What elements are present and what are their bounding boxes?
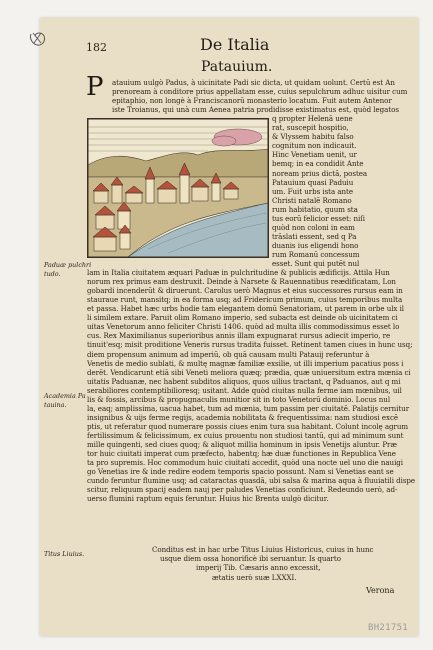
margin-note: Academia Pa bbox=[44, 392, 86, 400]
text-line: stauraue runt, mansitq; in ea forma usq; ad Fridericum primum, cuius temporibus multa bbox=[87, 295, 403, 305]
text-line: ta pro supremis. Hoc commodum huic ciuitati accedit, quòd una nocte uel uno die nauigi bbox=[87, 458, 404, 468]
text-line: et passa. Habet hæc urbs hodie tam elegantem domū Senatoriam, ut parem in orbe ulx il bbox=[87, 304, 405, 314]
margin-note: tudo. bbox=[44, 270, 61, 278]
page-number: 182 bbox=[86, 41, 107, 54]
text-line: cus. Rex Maximilianus superioribus annis illam expugnarat rursus adiecit imperio, re bbox=[87, 331, 391, 341]
text-line: rum habitatio, quum sta bbox=[272, 204, 358, 214]
city-view-woodcut bbox=[87, 118, 269, 258]
epitaph-line: ætatis uerò suæ LXXXI. bbox=[212, 572, 297, 582]
text-line: lam in Italia ciuitatem æquari Paduæ in pulchritudine & publicis ædificijs. Attila Hun bbox=[87, 268, 390, 278]
catchword: Verona bbox=[366, 586, 395, 595]
text-line: rum Romanū concessum bbox=[272, 249, 360, 259]
running-title: De Italia bbox=[200, 35, 270, 54]
text-line: uerso flumini raptum equis feruntur. Huius hic Brenta uulgò dicitur. bbox=[87, 494, 329, 504]
text-line: lis & fossis, arcibus & propugnaculis munitior sit in toto Venetorū dominio. Locus nul bbox=[87, 394, 391, 404]
text-line: norum rex primus eam destruxit. Deinde à Narsete & Rauennatibus reædificatam, Lon bbox=[87, 277, 396, 287]
section-title: Patauium. bbox=[201, 59, 273, 75]
text-line: tus eorū felicior esset: niſi bbox=[272, 213, 365, 223]
text-line: diem propensum animum ad imperiū, ob quā causam multi Patauij referuntur à bbox=[87, 349, 370, 359]
text-line: tinuit'esq; misit proditione Veneris rursus tradita fuisset. Retinent tamen ciues in hunc usq; bbox=[87, 340, 413, 350]
text-line: ptis, ut referatur quod numerare possis ciues enim tura sua habitant. Colunt incolę agrum bbox=[87, 421, 409, 431]
text-line: uitas Venetorum anno feliciter Christi 1406. quòd ad multa illis commodissimus esset lo bbox=[87, 322, 400, 332]
text-line: duanis ius eligendi hono bbox=[272, 240, 359, 250]
text-line: prenoream à conditore prius appellatam esse, cuius sepulchrum adhuc uisitur cum bbox=[112, 87, 408, 97]
text-line: scitur, reliquum spacij eadem nauj per paludes Venetias conficiunt. Redeundo uerò, ad- bbox=[87, 485, 398, 495]
text-line: gobardi incenderūt & diruerunt. Carolus uerò Magnus et eius successores rursus eam in bbox=[87, 286, 403, 296]
text-line: Christi natalē Romano bbox=[272, 195, 352, 205]
text-line: la, eaq; amplissima, uacua habet, tum ad mœnia, tum passim per ciuitatē. Palatijs cernitur bbox=[87, 403, 410, 413]
margin-note: Titus Liuius. bbox=[44, 550, 85, 558]
text-line: esset. Sunt qui putēt nul bbox=[272, 259, 360, 268]
text-line: mille quingenti, sed ciues quoq; & aliquot millia hominum in ipsis Venetijs aluntur. Præ bbox=[87, 440, 398, 449]
pencil-mark bbox=[27, 30, 49, 50]
epitaph-line: Conditus est in hac urbe Titus Liuius Historicus, cuius in hunc bbox=[152, 545, 374, 554]
text-line: rat, suscepit hospitio, bbox=[272, 123, 349, 133]
text-line: & Vlyssem habitu falso bbox=[272, 132, 354, 142]
text-line: atauium uulgò Padus, à uicinitate Padi sic dicta, ut quidam uolunt. Certū est An bbox=[112, 78, 395, 87]
text-line: um. Fuit urbs ista ante bbox=[272, 186, 354, 196]
text-line: tor huic ciuitati imperat cum præfecto, habentq; hæ duæ functiones in Republica Vene bbox=[87, 449, 396, 459]
drop-capital: P bbox=[86, 72, 104, 102]
text-line: q propter Helenā uene bbox=[272, 114, 353, 124]
text-line: derēt. Vendicarunt etiā sibi Veneti meliora quæq; prædia, quæ uniuersitum extra mœnia ci bbox=[87, 367, 411, 377]
text-line: noream prius dictā, postea bbox=[272, 168, 368, 178]
text-line: uitatis Paduanæ, nec habent subditos aliquos, quos uilius tractant, q Paduanos, aut q mi bbox=[87, 376, 401, 386]
text-line: cundo feruntur flumine usq; ad cataractas quasdā, ubi salsa & marina aqua à fluuiatili dispe bbox=[87, 476, 416, 486]
text-line: epitaphio, non longè à Franciscanorū monasterio locatum. Fuit autem Antenor bbox=[112, 96, 392, 106]
text-line: cognitum non indicauit. bbox=[272, 141, 357, 151]
text-line: Hinc Venetiam uenit, ur bbox=[272, 150, 357, 160]
margin-note: tauina. bbox=[44, 401, 67, 409]
text-line: insignibus & uijs ferme regijs, academia nobilitata & frequentissima: nam studiosi excē bbox=[87, 412, 399, 422]
text-line: trāslati essent, sed q Pa bbox=[272, 231, 357, 241]
text-line: iste Troianus, qui unà cum Aenea patria prodidisse existimatus est, quòd legatos bbox=[112, 105, 399, 115]
text-line: Patauium quasi Paduiu bbox=[272, 177, 354, 187]
text-line: serabiliores contemptibilioresq; usitant. Adde quòd ciuitas nulla ferme iam mœnibus, uil bbox=[87, 385, 402, 395]
text-line: quòd non coloni in eam bbox=[272, 222, 355, 232]
inventory-stamp: BH21751 bbox=[368, 623, 409, 633]
text-line: bemq; in ea condidit Ante bbox=[272, 159, 364, 169]
text-line: Venetis de medio sublati, & multę magnæ familiæ exsilie, ut illi imperium pacatius poss i bbox=[87, 358, 404, 368]
text-line: go Venetias ire & inde redire eodem temporis spacio possunt. Nam si Venetias eant se bbox=[87, 467, 394, 477]
epitaph-line: usque diem ossa honorificè ibi seruantur. Is quarto bbox=[160, 554, 341, 564]
margin-note: Paduæ pulchri bbox=[44, 261, 92, 269]
epitaph-line: imperij Tib. Cæsaris anno excessit, bbox=[196, 563, 321, 573]
text-line: li similem extare. Paruit olim Romano imperio, sed subacta est deinde ob uicinitatem ci bbox=[87, 313, 398, 323]
text-line: fertilissimum & felicissimum, ex cuius prouentu non studiosi tantū, qui ad minimum sunt bbox=[87, 430, 404, 440]
